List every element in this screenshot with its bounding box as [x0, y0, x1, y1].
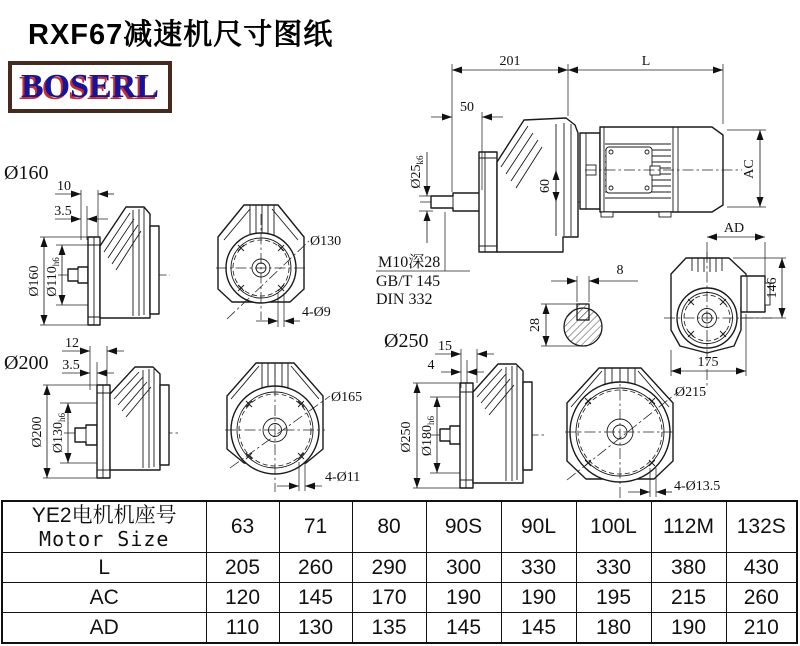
flange250-spigot-label: $Ø180_{h6}$ — [420, 415, 436, 457]
flange160-step-label: 3.5 — [54, 204, 72, 219]
flange250-holes-label: 4-Ø13.5 — [674, 479, 721, 494]
flange200-thk-label: 12 — [65, 336, 79, 351]
size-col-header: 90L — [501, 501, 576, 553]
dim-201-label: 201 — [499, 54, 521, 69]
row-label: L — [2, 553, 206, 583]
dim-value: 135 — [352, 613, 426, 643]
dim-175-label: 175 — [697, 355, 719, 370]
size-col-header: 71 — [279, 501, 352, 553]
dim-value: 330 — [576, 553, 651, 583]
flange250-boltcircle-label: Ø215 — [675, 385, 707, 400]
flange250-step-label: 4 — [427, 358, 435, 373]
flange160-holes-label: 4-Ø9 — [302, 305, 331, 320]
bore-note-line1: M10深28 — [378, 254, 441, 271]
bore-note-line3: DIN 332 — [376, 291, 433, 308]
dim-60-label: 60 — [538, 179, 553, 193]
flange200-spigot-label: $Ø130_{h6}$ — [51, 412, 67, 454]
dim-value: 210 — [726, 613, 797, 643]
motor-size-header-cn: YE2电机机座号 — [31, 504, 177, 528]
dim-value: 300 — [426, 553, 501, 583]
motor-size-header-en: Motor Size — [39, 527, 170, 552]
flange250-front-view — [565, 368, 720, 498]
flange250-section-label: Ø250 — [384, 330, 429, 352]
flange160-spigot-label: $Ø110_{h6}$ — [45, 257, 61, 297]
size-col-header: 100L — [576, 501, 651, 553]
dim-AC-label: AC — [742, 159, 757, 179]
dim-value: 330 — [501, 553, 576, 583]
flange160-front-view — [216, 205, 341, 327]
dim-146-label: 146 — [765, 277, 780, 299]
flange160-dia-label: Ø160 — [27, 265, 42, 297]
page-title: RXF67减速机尺寸图纸 — [28, 19, 334, 51]
dim-value: 430 — [726, 553, 797, 583]
flange200-dia-label: Ø200 — [30, 416, 45, 448]
flange200-side-view — [30, 336, 180, 478]
dim-value: 215 — [651, 583, 726, 613]
flange250-thk-label: 15 — [438, 339, 452, 354]
flange200-boltcircle-label: Ø165 — [331, 390, 363, 405]
flange160-side-view — [27, 179, 170, 325]
dim-value: 180 — [576, 613, 651, 643]
dim-value: 195 — [576, 583, 651, 613]
dim-value: 290 — [352, 553, 426, 583]
table-row-AD — [2, 613, 797, 643]
shaft-keyway-section — [528, 263, 638, 346]
dim-50-label: 50 — [460, 100, 474, 115]
dim-value: 110 — [206, 613, 279, 643]
dim-value: 260 — [726, 583, 797, 613]
flange160-boltcircle-label: Ø130 — [310, 234, 342, 249]
rear-flange-view — [664, 221, 786, 388]
size-col-header: 112M — [651, 501, 726, 553]
dim-value: 380 — [651, 553, 726, 583]
keyway-width-label: 8 — [616, 263, 624, 278]
size-col-header: 80 — [352, 501, 426, 553]
dim-value: 190 — [651, 613, 726, 643]
flange200-front-view — [225, 363, 362, 492]
table-row-L — [2, 553, 797, 583]
size-col-header: 63 — [206, 501, 279, 553]
dim-value: 145 — [279, 583, 352, 613]
dim-value: 120 — [206, 583, 279, 613]
dim-L-label: L — [641, 54, 651, 69]
motor-size-header — [2, 501, 206, 553]
size-col-header: 90S — [426, 501, 501, 553]
dim-value: 260 — [279, 553, 352, 583]
bore-note-line2: GB/T 145 — [376, 273, 441, 290]
flange250-side-view — [399, 339, 545, 488]
flange200-section-label: Ø200 — [4, 352, 49, 374]
row-label: AC — [2, 583, 206, 613]
dim-value: 205 — [206, 553, 279, 583]
dim-value: 190 — [426, 583, 501, 613]
size-col-header: 132S — [726, 501, 797, 553]
flange250-dia-label: Ø250 — [399, 421, 414, 453]
dim-value: 145 — [426, 613, 501, 643]
boserl-logo: BOSERL — [8, 61, 172, 113]
shaft-dia-label: $Ø25_{k6}$ — [409, 155, 425, 189]
flange200-step-label: 3.5 — [62, 358, 80, 373]
motor-size-table — [1, 500, 798, 644]
row-label: AD — [2, 613, 206, 643]
dim-value: 130 — [279, 613, 352, 643]
keyway-height-label: 28 — [528, 318, 543, 332]
flange200-holes-label: 4-Ø11 — [325, 470, 361, 485]
dim-AD-label: AD — [723, 221, 745, 236]
dim-value: 190 — [501, 583, 576, 613]
flange160-section-label: Ø160 — [4, 162, 49, 184]
dim-value: 145 — [501, 613, 576, 643]
dim-value: 170 — [352, 583, 426, 613]
flange160-thk-label: 10 — [57, 179, 71, 194]
table-row-AC — [2, 583, 797, 613]
